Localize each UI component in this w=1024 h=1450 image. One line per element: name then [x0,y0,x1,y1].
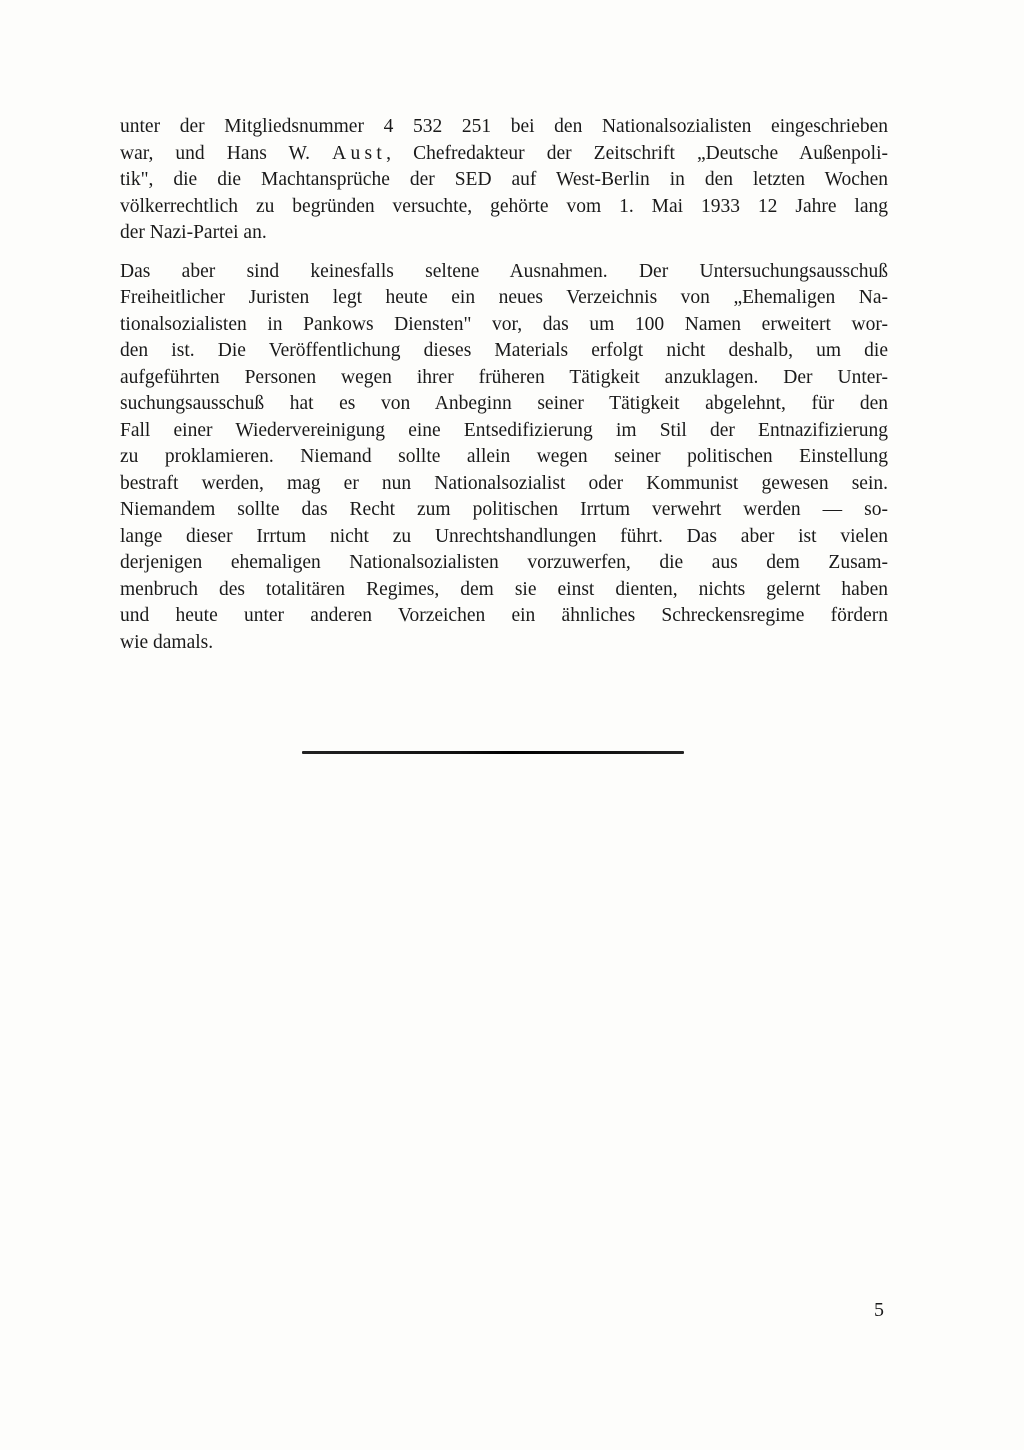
text-line: wie damals. [120,631,214,653]
text-line: Niemandem sollte das Recht zum politischen Irrtum verwehrt werden — so- [120,499,888,520]
text-line: Das aber sind keinesfalls seltene Ausnahmen. Der Untersuchungsausschuß [120,260,888,282]
text-line: tionalsozialisten in Pankows Diensten" vor, das um 100 Namen erweitert wor- [120,313,888,335]
text-line: lange dieser Irrtum nicht zu Unrechtshandlungen führt. Das aber ist vielen [120,525,888,547]
text-line: der Nazi-Partei an. [120,222,267,243]
page-number: 5 [874,1299,884,1321]
text-line: menbruch des totalitären Regimes, dem sie einst dienten, nichts gelernt haben [120,578,888,600]
text-line: den ist. Die Veröffentlichung dieses Materials erfolgt nicht deshalb, um die [120,340,888,361]
text-line: Freiheitlicher Juristen legt heute ein neues Verzeichnis von „Ehemaligen Na- [120,287,888,308]
text-line: völkerrechtlich zu begründen versuchte, gehörte vom 1. Mai 1933 12 Jahre lang [120,195,888,217]
text-line: zu proklamieren. Niemand sollte allein wegen seiner politischen Einstellung [120,446,888,467]
text-line: aufgeführten Personen wegen ihrer früheren Tätigkeit anzuklagen. Der Unter- [120,366,888,388]
text-fragment: , Chefredakteur der Zeitschrift „Deutsche Außenpoli- [386,142,888,164]
text-line: und heute unter anderen Vorzeichen ein ähnliches Schreckensregime fördern [120,605,888,626]
text-line [120,141,888,168]
text-fragment: war, und Hans W. [120,142,333,164]
section-divider [302,751,684,754]
text-line: tik", die die Machtansprüche der SED auf West-Berlin in den letzten Wochen [120,169,888,190]
body-text [120,114,888,656]
text-line: bestraft werden, mag er nun Nationalsozialist oder Kommunist gewesen sein. [120,472,888,494]
text-line: suchungsausschuß hat es von Anbeginn seiner Tätigkeit abgelehnt, für den [120,393,888,414]
spaced-name: Aust [332,142,387,164]
paragraph-1 [120,114,888,247]
text-line: Fall einer Wiedervereinigung eine Entsedifizierung im Stil der Entnazifizierung [120,419,888,441]
text-line: unter der Mitgliedsnummer 4 532 251 bei den Nationalsozialisten eingeschrieben [120,116,888,137]
paragraph-2 [120,259,888,657]
text-line: derjenigen ehemaligen Nationalsozialisten vorzuwerfen, die aus dem Zusam- [120,552,888,573]
